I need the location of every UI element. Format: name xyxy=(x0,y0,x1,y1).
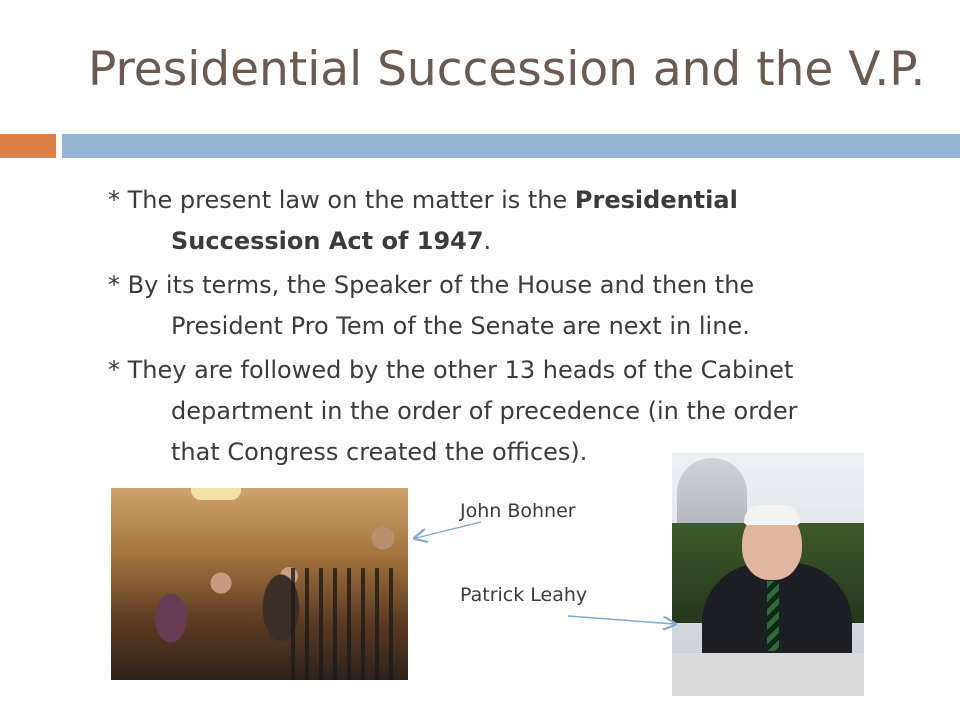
bullet-item xyxy=(108,265,898,347)
bullet-list xyxy=(108,180,898,476)
chandelier xyxy=(191,488,241,500)
bullet-continuation xyxy=(108,221,898,262)
microphones xyxy=(291,568,401,680)
bullet-bold-text: Presidential xyxy=(574,186,738,214)
accent-bar-blue xyxy=(62,134,960,158)
slide-title: Presidential Succession and the V.P. xyxy=(88,42,926,97)
photo-press-conference xyxy=(111,488,408,680)
caption-bohner: John Bohner xyxy=(460,500,576,522)
bullet-item xyxy=(108,180,898,262)
bullet-text: . xyxy=(483,227,492,255)
stone-wall xyxy=(672,653,864,696)
tie xyxy=(767,581,779,651)
bullet-text: * The present law on the matter is the xyxy=(108,186,575,214)
hair xyxy=(744,505,800,525)
bullet-continuation: that Congress created the offices). xyxy=(171,438,588,466)
bullet-text: * By its terms, the Speaker of the House and then the xyxy=(108,271,755,299)
bullet-bold-text: Succession Act of 1947 xyxy=(171,227,484,255)
bullet-continuation: President Pro Tem of the Senate are next in line. xyxy=(171,312,750,340)
bullet-continuation: department in the order of precedence (in the order xyxy=(171,397,798,425)
accent-bar-orange xyxy=(0,134,56,158)
bullet-text: * They are followed by the other 13 heads of the Cabinet xyxy=(108,356,794,384)
arrow-to-leahy xyxy=(568,616,674,624)
arrow-to-bohner xyxy=(416,522,481,538)
photo-portrait xyxy=(672,453,864,696)
caption-leahy: Patrick Leahy xyxy=(460,584,588,606)
